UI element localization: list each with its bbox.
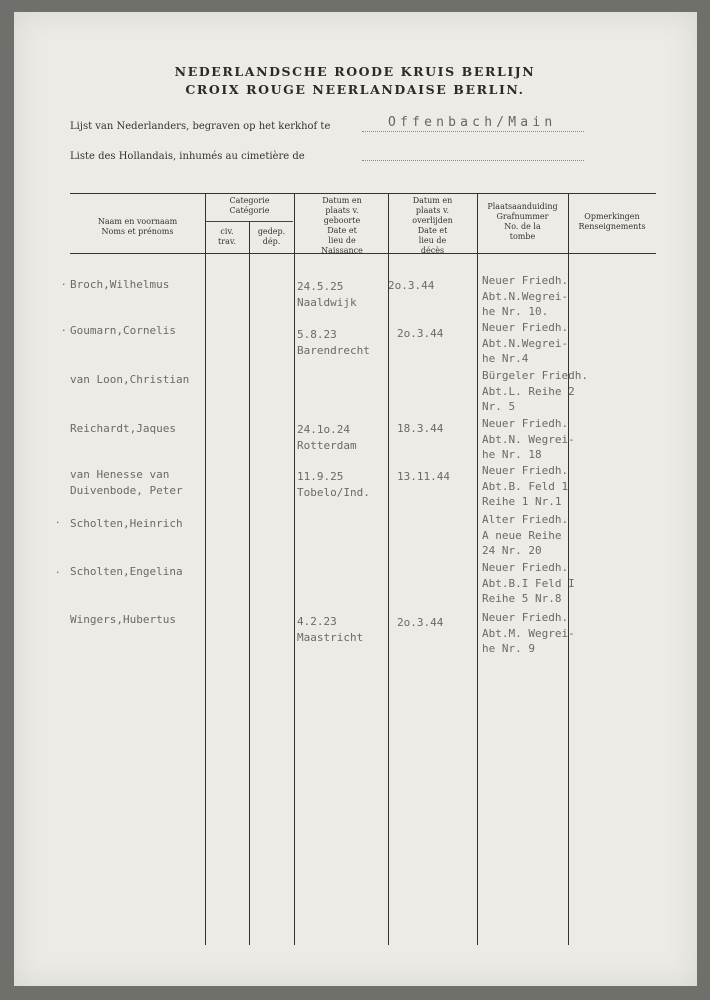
- row-grave: Neuer Friedh. Abt.B. Feld 1 Reihe 1 Nr.1: [482, 464, 569, 508]
- row-death: 2o.3.44: [397, 327, 444, 340]
- row-name: van Henesse van Duivenbode, Peter: [70, 468, 183, 497]
- row-birth: 24.5.25 Naaldwijk: [297, 280, 357, 309]
- row-name: Wingers,Hubertus: [70, 613, 176, 626]
- row-death: 2o.3.44: [397, 616, 444, 629]
- header-category: Categorie Catégorie: [229, 196, 270, 215]
- row-mark: ·: [56, 516, 60, 529]
- header-civ: civ. trav.: [218, 227, 236, 246]
- row-grave: Neuer Friedh. Abt.N. Wegrei- he Nr. 18: [482, 417, 575, 461]
- column-divider: [205, 193, 206, 945]
- row-grave: Neuer Friedh. Abt.B.I Feld I Reihe 5 Nr.8: [482, 561, 575, 605]
- header-name: Naam en voornaam Noms et prénoms: [97, 217, 178, 236]
- row-death: 13.11.44: [397, 470, 450, 483]
- row-grave: Neuer Friedh. Abt.N.Wegrei- he Nr. 10.: [482, 274, 569, 318]
- row-name: van Loon,Christian: [70, 373, 190, 386]
- row-name: Scholten,Engelina: [70, 565, 183, 578]
- row-grave: Alter Friedh. A neue Reihe 24 Nr. 20: [482, 513, 569, 557]
- title-line-2: CROIX ROUGE NEERLANDAISE BERLIN.: [185, 82, 525, 97]
- location-dotted-line-fr: [362, 160, 584, 161]
- row-grave: Neuer Friedh. Abt.N.Wegrei- he Nr.4: [482, 321, 569, 365]
- column-divider: [249, 221, 250, 945]
- header-birth: Datum en plaats v. geboorte Date et lieu de Naissance: [321, 196, 363, 255]
- row-death: 18.3.44: [397, 422, 444, 435]
- row-birth: 4.2.23 Maastricht: [297, 615, 364, 644]
- row-birth: 24.1o.24 Rotterdam: [297, 423, 357, 452]
- column-divider: [294, 193, 295, 945]
- column-divider: [388, 193, 389, 945]
- list-label-dutch: Lijst van Nederlanders, begraven op het kerkhof te: [70, 121, 331, 132]
- row-birth: 5.8.23 Barendrecht: [297, 328, 370, 357]
- row-name: Scholten,Heinrich: [70, 517, 183, 530]
- row-name: Reichardt,Jaques: [70, 422, 176, 435]
- row-name: Broch,Wilhelmus: [70, 278, 170, 291]
- row-birth: 11.9.25 Tobelo/Ind.: [297, 470, 370, 499]
- header-remarks: Opmerkingen Renseignements: [578, 212, 646, 231]
- location-dotted-line: [362, 131, 584, 132]
- row-name: Goumarn,Cornelis: [70, 324, 176, 337]
- row-grave: Neuer Friedh. Abt.M. Wegrei- he Nr. 9: [482, 611, 575, 655]
- header-gedep: gedep. dép.: [257, 227, 286, 246]
- header-death: Datum en plaats v. overlijden Date et lieu de décès: [412, 196, 453, 255]
- location-value: Offenbach/Main: [388, 115, 557, 130]
- row-grave: Bürgeler Friedh. Abt.L. Reihe 2 Nr. 5: [482, 369, 588, 413]
- row-mark: ·: [62, 324, 66, 337]
- row-mark: ·: [56, 566, 60, 579]
- column-divider: [477, 193, 478, 945]
- header-grave: Plaatsaanduiding Grafnummer No. de la tombe: [487, 202, 558, 241]
- row-death: 2o.3.44: [388, 279, 435, 292]
- row-mark: ·: [62, 278, 66, 291]
- title-line-1: NEDERLANDSCHE ROODE KRUIS BERLIJN: [174, 64, 536, 79]
- list-label-french: Liste des Hollandais, inhumés au cimetière de: [70, 151, 305, 162]
